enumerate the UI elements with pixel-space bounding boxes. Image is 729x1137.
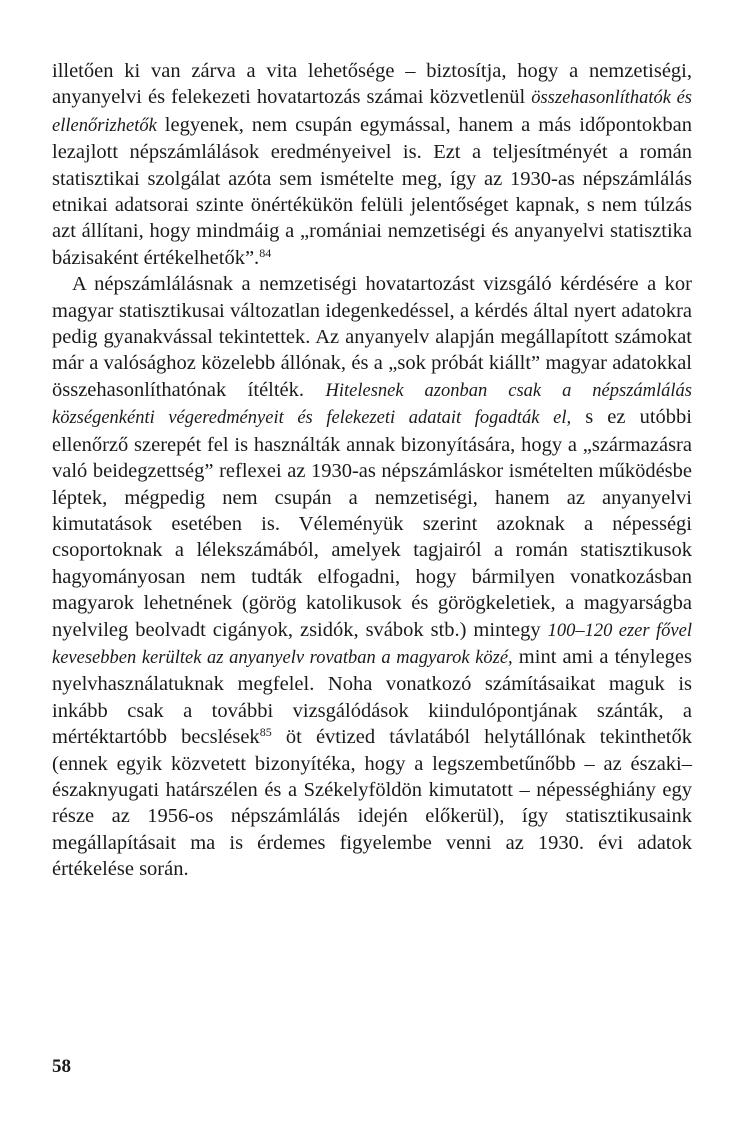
page-number: 58 [52,1056,71,1077]
text-run: s ez utóbbi ellenőrző szerepét fel is használták annak bizonyítására, hogy a „származásra való beidegzettség” reflexei az 1930-as népszámláskor ismételten működésbe léptek, mégpedig nem csupán a nemzetiségi, hanem az anyanyelvi kimutatások esetében is. Véleményük szerint azoknak a népességi csoportoknak a lélekszámából, amelyek tagjairól a román statisztikusok hagyományosan nem tudták elfogadni, hogy bármilyen vonatkozásban magyarok lehetnének (görög katolikusok és görögkeletiek, a magyarságba nyelvileg beolvadt cigányok, zsidók, svábok stb.) mintegy [52,406,692,641]
footnote-marker-85: 85 [259,725,272,740]
text-run: illetően ki van zárva a vita lehetősége – biztosítja, hogy a nemzetiségi, anyanyelvi és felekezeti hovatartozás számai közvetlenül [52,60,692,109]
footnote-marker-84: 84 [259,245,272,260]
text-run: mint ami a tényleges nyelvhasználatuknak megfelel. Noha vonatkozó számításaikat maguk is inkább csak a további vizsgálódások kiindulópontjának szánták, a mértéktartóbb becslések [52,645,692,749]
paragraph-2 [52,271,692,882]
italic-text-run: 100–120 ezer fővel kevesebben kerültek az anyanyelv rovatban a magyarok közé, [52,620,692,668]
book-page-body [52,58,692,883]
italic-text-run: Hitelesnek azonban csak a népszámlálás községenkénti végeredményeit és felekezeti adatait fogadták el, [52,380,692,429]
text-run: A népszámlálásnak a nemzetiségi hovatartozást vizsgáló kérdésére a kor magyar statisztikusai változatlan idegenkedéssel, a kérdés által nyert adatokra pedig gyanakvással tekintettek. Az anyanyelv alapján megállapított számokat már a valósághoz közelebb állónak, és a „sok próbát kiállt” magyar adatokkal összehasonlíthatónak ítélték. [52,273,692,401]
italic-text-run: összehasonlíthatók és ellenőrizhetők [52,88,692,136]
text-run: legyenek, nem csupán egymással, hanem a más időpontokban lezajlott népszámlálások eredményeivel is. Ezt a teljesítményét a román statisztikai szolgálat azóta sem ismételte meg, így az 1930-as népszámlálás etnikai adatsorai szinte önértékükön felüli jelentőséget kapnak, s nem túlzás azt állítani, hogy mindmáig a „romániai nemzetiségi és anyanyelvi statisztika bázisaként értékelhetők”. [52,113,692,269]
paragraph-1 [52,58,692,271]
text-run: öt évtized távlatából helytállónak tekinthetők (ennek egyik közvetett bizonyítéka, hogy a legszembetűnőbb – az északi–északnyugati határszélen és a Székelyföldön kimutatott – népességhiány egy része az 1956-os népszámlálás idején előkerül), így statisztikusaink megállapításait ma is érdemes figyelembe venni az 1930. évi adatok értékelése során. [52,726,692,881]
